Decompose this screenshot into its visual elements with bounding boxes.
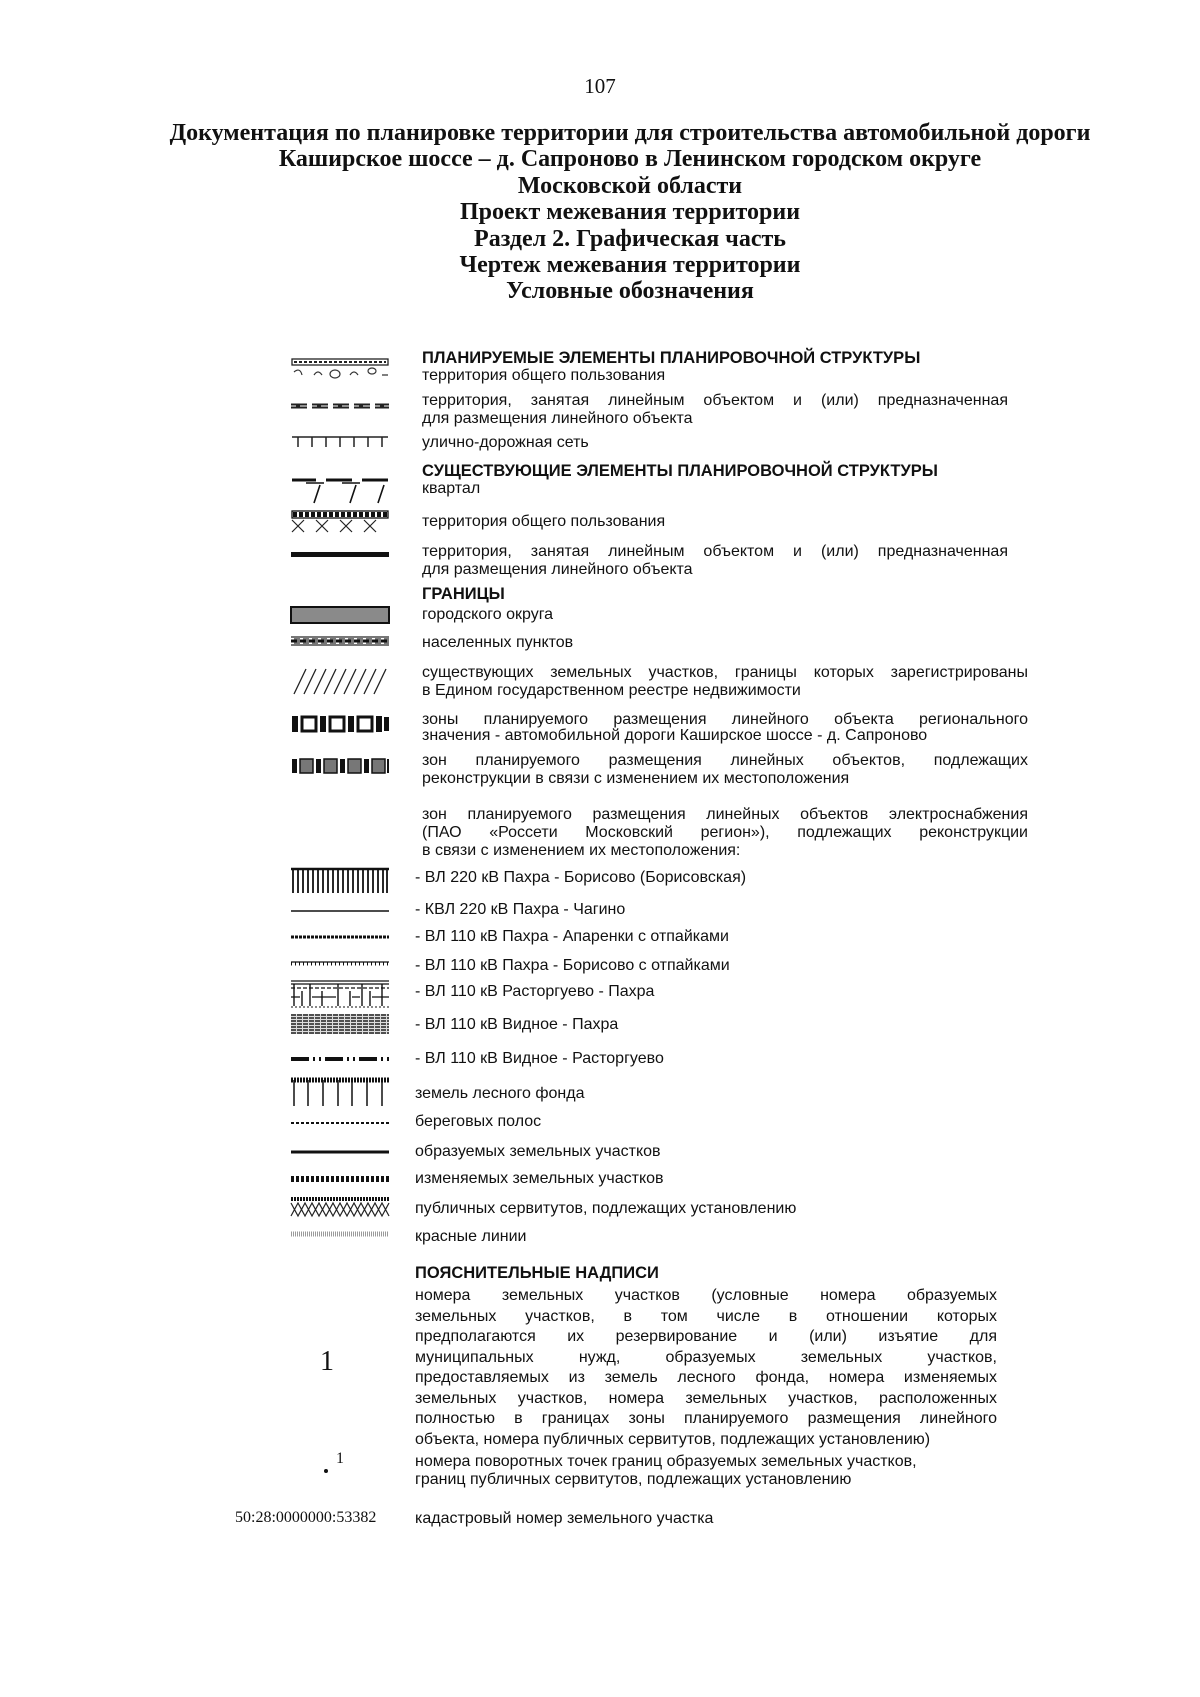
border-item-line: значения - автомобильной дороги Каширское шоссе - д. Сапроново (422, 727, 928, 744)
planned-item (422, 392, 1008, 428)
existing-item (422, 543, 1008, 579)
turning-point-description (415, 1453, 917, 1489)
border-item: изменяемых земельных участков (415, 1170, 664, 1187)
note-line: земельных участков, в том числе в отношении которых (415, 1307, 997, 1325)
power-line-item: - ВЛ 110 кВ Видное - Расторгуево (415, 1050, 664, 1067)
note-line: предоставляемых из земель лесного фонда, номера изменяемых (415, 1369, 997, 1386)
border-item: образуемых земельных участков (415, 1143, 661, 1160)
note-line: муниципальных нужд, образуемых земельных участков, (415, 1348, 997, 1366)
kvl220-pakhra-chagino-symbol (290, 908, 390, 914)
red-lines-symbol (290, 1230, 390, 1238)
point-number: 1 (336, 1450, 344, 1467)
registered-plots-border-symbol (290, 667, 390, 695)
title-line: Московской области (517, 172, 743, 199)
note-line: номера поворотных точек границ образуемых земельных участков, (415, 1453, 917, 1470)
border-item: населенных пунктов (422, 634, 574, 651)
planned-item-line: территория, занятая линейным объектом и (или) предназначенная (422, 392, 1008, 409)
power-line-item: - КВЛ 220 кВ Пахра - Чагино (415, 901, 626, 918)
document-title (150, 120, 1110, 305)
settlement-border-symbol (290, 635, 390, 647)
note-line: предполагаются их резервирование и (или) изъятие для (415, 1328, 997, 1345)
existing-item-line: территория, занятая линейным объектом и (или) предназначенная (422, 543, 1008, 560)
block-existing-symbol (290, 477, 390, 505)
vl110-vidnoe-pakhra-symbol (290, 1013, 390, 1035)
title-line: Условные обозначения (506, 278, 754, 305)
note-line: земельных участков, номера земельных участков, расположенных (415, 1389, 997, 1407)
border-item: городского округа (422, 606, 554, 623)
power-line-item: - ВЛ 110 кВ Расторгуево - Пахра (415, 983, 655, 1000)
vl110-pakhra-aparenki-symbol (290, 934, 390, 940)
border-item (422, 712, 1028, 744)
planned-item: территория общего пользования (422, 367, 666, 384)
title-line: Каширское шоссе – д. Сапроново в Ленинском городском округе (278, 146, 982, 173)
point-dot (324, 1469, 328, 1473)
section-existing-heading: СУЩЕСТВУЮЩИЕ ЭЛЕМЕНТЫ ПЛАНИРОВОЧНОЙ СТРУКТУРЫ (422, 462, 938, 480)
turning-point-symbol (320, 1450, 350, 1480)
note-line: границ публичных сервитутов, подлежащих установлению (415, 1471, 852, 1488)
plot-number-description (415, 1286, 997, 1450)
title-line: Раздел 2. Графическая часть (474, 225, 786, 252)
border-item-line: существующих земельных участков, границы которых зарегистрированы (422, 664, 1028, 681)
planned-item-line: для размещения линейного объекта (422, 410, 693, 427)
border-item-line: зоны планируемого размещения линейного объекта регионального (422, 711, 1028, 728)
changed-plots-border-symbol (290, 1174, 390, 1184)
section-notes-heading: ПОЯСНИТЕЛЬНЫЕ НАДПИСИ (415, 1264, 659, 1282)
border-item: береговых полос (415, 1113, 542, 1130)
city-district-border-symbol (290, 606, 390, 624)
title-line: Проект межевания территории (459, 199, 801, 226)
existing-item: территория общего пользования (422, 513, 666, 530)
border-item-line: в Едином государственном реестре недвижимости (422, 682, 801, 699)
section-borders-heading: ГРАНИЦЫ (422, 585, 505, 603)
public-territory-planned-symbol (290, 357, 390, 383)
existing-item-line: для размещения линейного объекта (422, 561, 693, 578)
page-number: 107 (584, 74, 616, 98)
cadastral-number-description: кадастровый номер земельного участка (415, 1510, 714, 1527)
border-item: публичных сервитутов, подлежащих установлению (415, 1200, 797, 1217)
regional-road-zone-border-symbol (290, 715, 390, 733)
cadastral-number-example: 50:28:0000000:53382 (235, 1509, 377, 1526)
power-line-item: - ВЛ 110 кВ Пахра - Апаренки с отпайками (415, 928, 729, 945)
title-line: Чертеж межевания территории (459, 252, 801, 279)
vl220-pakhra-borisovo-symbol (290, 867, 390, 895)
vl110-pakhra-borisovo-symbol (290, 960, 390, 968)
vl110-rastorguevo-pakhra-symbol (290, 979, 390, 1009)
title-line: Документация по планировке территории для строительства автомобильной дороги (169, 120, 1091, 146)
border-item (422, 752, 1028, 788)
public-territory-existing-symbol (290, 510, 390, 534)
border-item-line: (ПАО «Россети Московский регион»), подлежащих реконструкции (422, 824, 1028, 841)
public-servitude-border-symbol (290, 1196, 390, 1218)
linear-object-territory-planned-symbol (290, 401, 390, 411)
power-line-item: - ВЛ 220 кВ Пахра - Борисово (Борисовская) (415, 869, 747, 886)
section-planned-heading: ПЛАНИРУЕМЫЕ ЭЛЕМЕНТЫ ПЛАНИРОВОЧНОЙ СТРУКТУРЫ (422, 349, 921, 367)
reconstruction-zone-border-symbol (290, 758, 390, 774)
formed-plots-border-symbol (290, 1148, 390, 1156)
border-item-line: в связи с изменением их местоположения: (422, 842, 741, 859)
street-network-planned-symbol (290, 434, 390, 450)
existing-item: квартал (422, 480, 481, 497)
linear-object-territory-existing-symbol (290, 551, 390, 559)
note-line: полностью в границах зоны планируемого размещения линейного (415, 1410, 997, 1427)
shore-strip-border-symbol (290, 1120, 390, 1126)
note-line: объекта, номера публичных сервитутов, подлежащих установлению) (415, 1430, 931, 1448)
border-item-line: реконструкции в связи с изменением их местоположения (422, 770, 850, 787)
power-line-item: - ВЛ 110 кВ Пахра - Борисово с отпайками (415, 957, 730, 974)
forest-land-border-symbol (290, 1077, 390, 1107)
plot-number-symbol: 1 (320, 1346, 334, 1377)
vl110-vidnoe-rastorguevo-symbol (290, 1055, 390, 1063)
border-item (422, 664, 1028, 700)
power-line-item: - ВЛ 110 кВ Видное - Пахра (415, 1016, 619, 1033)
border-item: земель лесного фонда (415, 1085, 585, 1102)
border-item-line: зон планируемого размещения линейных объектов электроснабжения (422, 806, 1028, 823)
border-item-line: зон планируемого размещения линейных объектов, подлежащих (422, 752, 1028, 769)
border-item (422, 806, 1028, 860)
note-line: номера земельных участков (условные номера образуемых (415, 1287, 997, 1304)
border-item: красные линии (415, 1228, 527, 1245)
planned-item: улично-дорожная сеть (422, 434, 589, 451)
